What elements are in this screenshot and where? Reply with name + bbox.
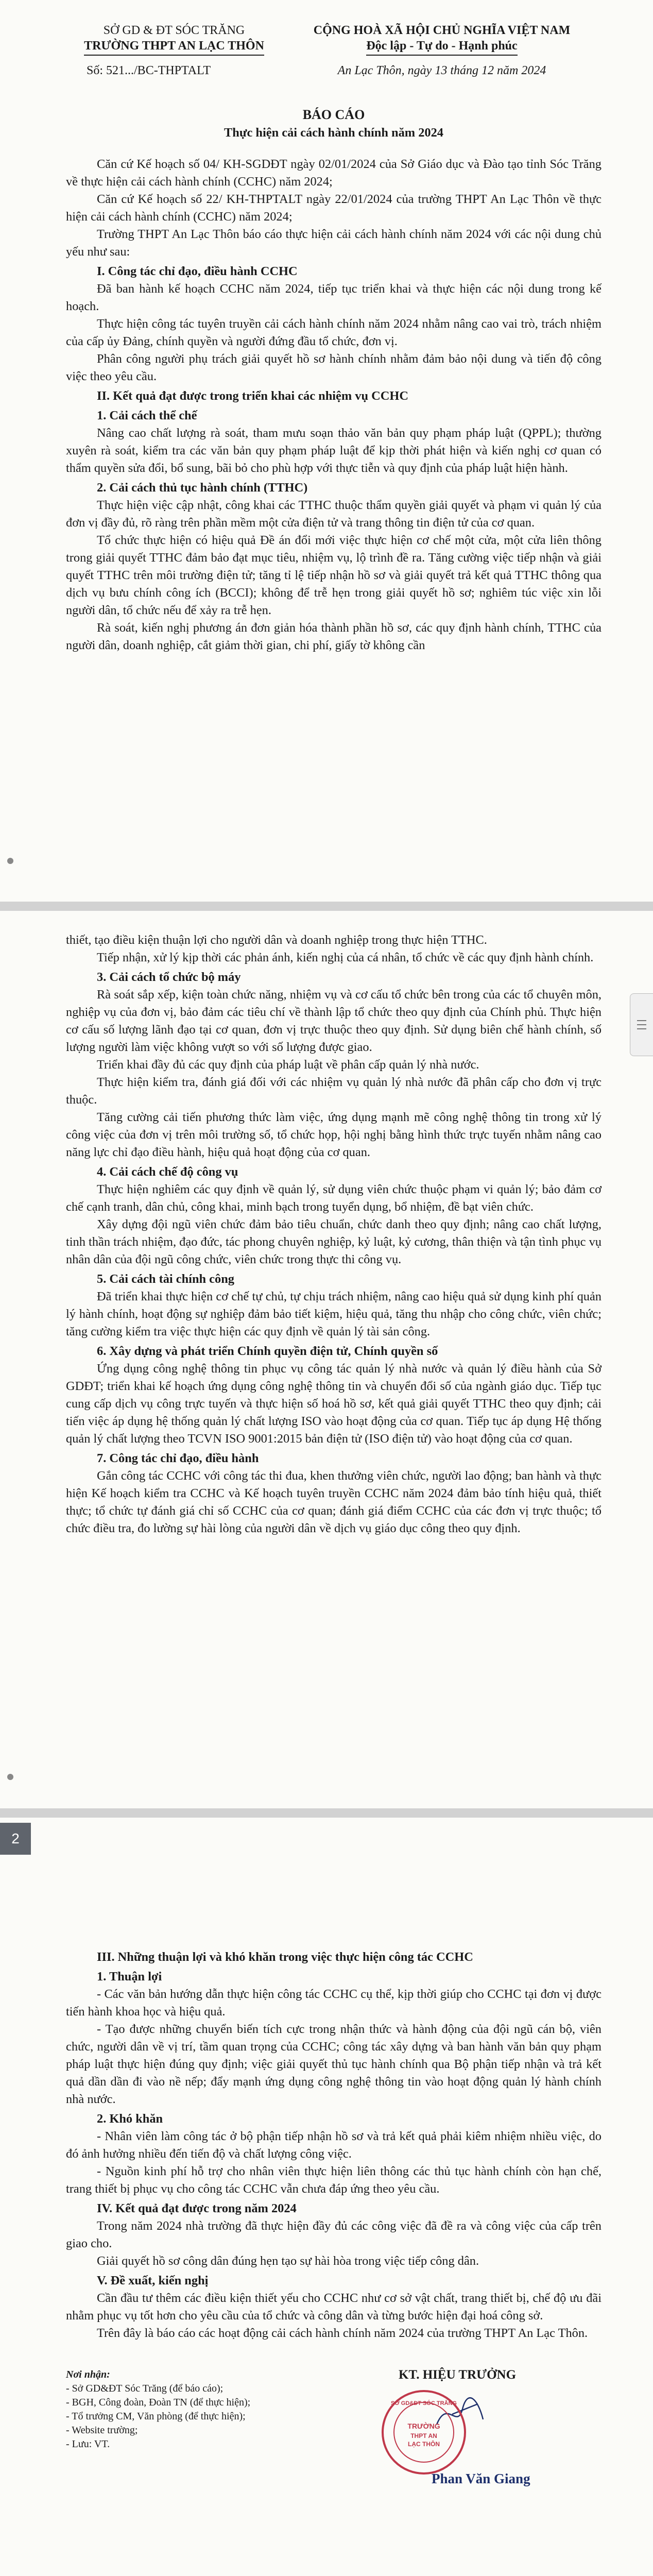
paragraph: Giải quyết hồ sơ công dân đúng hẹn tạo sự hài hòa trong việc tiếp công dân. — [97, 2254, 479, 2268]
school-name: TRƯỜNG THPT AN LẠC THÔN — [84, 38, 264, 56]
svg-text:LẠC THÔN: LẠC THÔN — [408, 2441, 440, 2448]
section-heading: II. Kết quả đạt được trong triển khai các nhiệm vụ CCHC — [97, 389, 408, 403]
paragraph: - Nguồn kinh phí hỗ trợ cho nhân viên thực hiện liên thông các thủ tục hành chính còn hạn chế, trang thiết bị phục vụ cho công tác CCHC vẫn chưa đáp ứng theo yêu cầu. — [66, 2164, 602, 2196]
svg-text:SỞ GD&ĐT SÓC TRĂNG: SỞ GD&ĐT SÓC TRĂNG — [391, 2400, 457, 2406]
paragraph: Ứng dụng công nghệ thông tin phục vụ công tác quản lý nhà nước và quản lý điều hành của Sở GDĐT; triển khai kế hoạch ứng dụng công nghệ thông tin và chuyển đổi số của ngành giáo dục. Tiếp tục cung cấp dịch vụ công trực tuyến và thực hiện số hoá hồ sơ, kết quả giải quyết TTHC theo quy định; cải tiến việc áp dụng hệ thống quản lý chất lượng ISO vào hoạt động của cơ quan. Tiếp tục áp dụng Hệ thống quản lý chất lượng theo TCVN ISO 9001:2015 bản điện tử (ISO điện tử) vào hoạt động của cơ quan. — [66, 1362, 602, 1446]
subsection-heading: 1. Thuận lợi — [97, 1970, 162, 1984]
paragraph: Đã triển khai thực hiện cơ chế tự chủ, tự chịu trách nhiệm, nâng cao hiệu quả sử dụng kinh phí quản lý hành chính, hoạt động sự nghiệp đảm bảo tiết kiệm, hiệu quả, tăng thu nhập cho công chức, viên chức; tăng cường kiểm tra việc thực hiện các quy định về quản lý tài sản công. — [66, 1290, 602, 1338]
recipient-item: - Website trường; — [66, 2425, 138, 2436]
paragraph: Thực hiện nghiêm các quy định về quản lý, sử dụng viên chức thuộc phạm vi quản lý; bảo đảm cơ chế cạnh tranh, dân chủ, công khai, minh bạch trong tuyển dụng, bổ nhiệm, đề bạt viên chức. — [66, 1182, 602, 1214]
scan-mark — [7, 858, 13, 864]
recipient-item: - Tổ trưởng CM, Văn phòng (để thực hiện); — [66, 2411, 246, 2422]
svg-text:THPT AN: THPT AN — [410, 2432, 437, 2439]
national-title: CỘNG HOÀ XÃ HỘI CHỦ NGHĨA VIỆT NAM — [313, 24, 571, 37]
national-motto: Độc lập - Tự do - Hạnh phúc — [366, 38, 517, 56]
paragraph: - Nhân viên làm công tác ở bộ phận tiếp nhận hồ sơ và trả kết quả phải kiêm nhiệm nhiều việc, do đó ảnh hưởng nhiều đến tiến độ và chất lượng công việc. — [66, 2129, 602, 2161]
paragraph: Trên đây là báo cáo các hoạt động cải cách hành chính năm 2024 của trường THPT An Lạc Thôn. — [97, 2326, 588, 2340]
paragraph: Căn cứ Kế hoạch số 04/ KH-SGDĐT ngày 02/01/2024 của Sở Giáo dục và Đào tạo tỉnh Sóc Trăng về thực hiện cải cách hành chính (CCHC) năm 2024; — [66, 157, 602, 189]
paragraph: Căn cứ Kế hoạch số 22/ KH-THPTALT ngày 22/01/2024 của trường THPT An Lạc Thôn về thực hiện cải cách hành chính (CCHC) năm 2024; — [66, 192, 602, 224]
paragraph: Thực hiện công tác tuyên truyền cải cách hành chính năm 2024 nhằm nâng cao vai trò, trách nhiệm của cấp ủy Đảng, chính quyền và người đứng đầu tổ chức, đơn vị. — [66, 317, 602, 348]
recipients-label: Nơi nhận: — [66, 2369, 110, 2380]
paragraph: Nâng cao chất lượng rà soát, tham mưu soạn thảo văn bản quy phạm pháp luật (QPPL); thường xuyên rà soát, kiểm tra các văn bản quy phạm pháp luật để kịp thời phát hiện và kiến nghị cơ quan có thẩm quyền sửa đổi, bổ sung, bãi bỏ cho phù hợp với thực tiễn và quy định của pháp luật hiện hành. — [66, 426, 602, 475]
section-heading: V. Đề xuất, kiến nghị — [97, 2274, 209, 2287]
paragraph: Rà soát sắp xếp, kiện toàn chức năng, nhiệm vụ và cơ cấu tổ chức bên trong của các tổ chuyên môn, nghiệp vụ của đơn vị, bảo đảm các tiêu chí về thành lập tổ chức theo quy định của Chính phủ. Thực hiện cơ cấu số lượng lãnh đạo tại cơ quan, đơn vị trực thuộc theo quy định. Sử dụng biên chế hành chính, số lượng người làm việc không vượt so với số lượng được giao. — [66, 988, 602, 1054]
recipient-item: - Sở GD&ĐT Sóc Trăng (để báo cáo); — [66, 2383, 224, 2394]
recipient-item: - BGH, Công đoàn, Đoàn TN (để thực hiện); — [66, 2397, 251, 2408]
document-title: BÁO CÁO — [302, 107, 365, 122]
scan-mark — [7, 1774, 13, 1780]
school-seal-stamp — [380, 2388, 468, 2476]
scrollbar-handle[interactable] — [630, 993, 653, 1056]
paragraph: Trường THPT An Lạc Thôn báo cáo thực hiện cải cách hành chính năm 2024 với các nội dung chủ yếu như sau: — [66, 227, 602, 259]
document-date: An Lạc Thôn, ngày 13 tháng 12 năm 2024 — [337, 64, 546, 77]
paragraph: Tổ chức thực hiện có hiệu quả Đề án đổi mới việc thực hiện cơ chế một cửa, một cửa liên thông trong giải quyết TTHC đảm bảo đạt mục tiêu, nhiệm vụ, lộ trình đề ra. Tăng cường việc tiếp nhận và giải quyết TTHC trên môi trường điện tử; tăng tỉ lệ tiếp nhận hồ sơ và giải quyết trả kết quả TTHC thông qua dịch vụ bưu chính công ích (BCCI); không để trễ hẹn trong giải quyết hồ sơ; nghiêm túc việc xin lỗi người dân, tổ chức nếu để xảy ra trễ hẹn. — [66, 533, 602, 617]
paragraph: Cần đầu tư thêm các điều kiện thiết yếu cho CCHC như cơ sở vật chất, trang thiết bị, chế độ ưu đãi nhằm phục vụ tốt hơn cho yêu cầu của tổ chức và công dân và từng bước hiện đại hoá công sở. — [66, 2291, 602, 2323]
header-right — [282, 23, 602, 78]
signer-name: Phan Văn Giang — [432, 2471, 530, 2486]
subsection-heading: 4. Cải cách chế độ công vụ — [97, 1165, 238, 1179]
subsection-heading: 2. Cải cách thủ tục hành chính (TTHC) — [97, 481, 308, 495]
page-3-body — [66, 1948, 602, 2342]
document-header — [66, 23, 602, 78]
paragraph: Thực hiện việc cập nhật, công khai các TTHC thuộc thẩm quyền giải quyết và phạm vi quản lý của đơn vị đầy đủ, rõ ràng trên phần mềm một cửa điện tử và trang thông tin điện tử của cơ quan. — [66, 498, 602, 530]
page-2-body — [66, 931, 602, 1537]
signature-area — [66, 2368, 602, 2486]
section-heading: III. Những thuận lợi và khó khăn trong việc thực hiện công tác CCHC — [97, 1950, 473, 1964]
section-heading: IV. Kết quả đạt được trong năm 2024 — [97, 2201, 297, 2215]
subsection-heading: 6. Xây dựng và phát triển Chính quyền điện tử, Chính quyền số — [97, 1344, 438, 1358]
recipients-list — [66, 2368, 282, 2451]
paragraph: - Các văn bản hướng dẫn thực hiện công tác CCHC cụ thể, kịp thời giúp cho CCHC tại đơn vị được tiến hành khoa học và hiệu quả. — [66, 1987, 602, 2019]
paragraph: Tiếp nhận, xử lý kịp thời các phản ánh, kiến nghị của cá nhân, tổ chức về các quy định hành chính. — [97, 951, 594, 964]
department-name: SỞ GD & ĐT SÓC TRĂNG — [103, 24, 245, 37]
section-heading: I. Công tác chỉ đạo, điều hành CCHC — [97, 264, 298, 278]
paragraph: Tăng cường cải tiến phương thức làm việc, ứng dụng mạnh mẽ công nghệ thông tin trong xử lý công việc của đơn vị trên môi trường số, tổ chức họp, hội nghị bằng hình thức trực tuyến nhằm nâng cao năng lực chỉ đạo điều hành, hiệu quả hoạt động của cơ quan. — [66, 1110, 602, 1159]
document-page-3 — [0, 1818, 653, 2576]
document-page-1 — [0, 0, 653, 902]
document-number: Số: 521.../BC-THPTALT — [87, 64, 211, 77]
paragraph: Phân công người phụ trách giải quyết hồ sơ hành chính nhằm đảm bảo nội dung và tiến độ công việc theo yêu cầu. — [66, 352, 602, 383]
paragraph: thiết, tạo điều kiện thuận lợi cho người dân và doanh nghiệp trong thực hiện TTHC. — [66, 933, 487, 947]
page-number-badge: 2 — [0, 1823, 31, 1855]
subsection-heading: 3. Cải cách tổ chức bộ máy — [97, 970, 241, 984]
recipient-item: - Lưu: VT. — [66, 2438, 110, 2450]
signature-block — [313, 2368, 602, 2486]
subsection-heading: 7. Công tác chỉ đạo, điều hành — [97, 1451, 259, 1465]
paragraph: Thực hiện kiểm tra, đánh giá đối với các nhiệm vụ quản lý nhà nước đã phân cấp cho đơn vị trực thuộc. — [66, 1075, 602, 1107]
document-page-2 — [0, 911, 653, 1808]
paragraph: - Tạo được những chuyển biến tích cực trong nhận thức và hành động của đội ngũ cán bộ, viên chức, người dân về vị trí, tầm quan trọng của CCHC; công tác xây dựng và ban hành văn bản quy phạm pháp luật thực hiện đúng quy định; việc giải quyết thủ tục hành chính qua Bộ phận tiếp nhận và trả kết quả dần dần đi vào nề nếp; đẩy mạnh ứng dụng công nghệ thông tin vào hoạt động quản lý hành chính nhà nước. — [66, 2022, 602, 2106]
paragraph: Gắn công tác CCHC với công tác thi đua, khen thưởng viên chức, người lao động; ban hành và thực hiện Kế hoạch kiểm tra CCHC và Kế hoạch tuyên truyền CCHC năm 2024 đảm bảo tính hiệu quả, thiết thực; tổ chức tự đánh giá chỉ số CCHC của cơ quan; đánh giá điểm CCHC của các đơn vị trực thuộc; tổ chức điều tra, đo lường sự hài lòng của người dân về dịch vụ giáo dục công theo quy định. — [66, 1469, 602, 1535]
header-left — [66, 23, 282, 78]
page-1-body — [66, 156, 602, 654]
paragraph: Trong năm 2024 nhà trường đã thực hiện đầy đủ các công việc đã đề ra và công việc của cấp trên giao cho. — [66, 2219, 602, 2250]
signer-title: KT. HIỆU TRƯỞNG — [398, 2368, 517, 2382]
paragraph: Rà soát, kiến nghị phương án đơn giản hóa thành phần hồ sơ, các quy định hành chính, TTHC của người dân, doanh nghiệp, cắt giảm thời gian, chi phí, giấy tờ không cần — [66, 621, 602, 652]
paragraph: Triển khai đầy đủ các quy định của pháp luật về phân cấp quản lý nhà nước. — [97, 1058, 479, 1072]
document-subtitle: Thực hiện cải cách hành chính năm 2024 — [224, 126, 443, 140]
subsection-heading: 1. Cải cách thể chế — [97, 409, 197, 422]
paragraph: Đã ban hành kế hoạch CCHC năm 2024, tiếp tục triển khai và thực hiện các nội dung trong kế hoạch. — [66, 282, 602, 313]
svg-text:TRƯỜNG: TRƯỜNG — [407, 2422, 440, 2430]
subsection-heading: 5. Cải cách tài chính công — [97, 1272, 234, 1286]
subsection-heading: 2. Khó khăn — [97, 2112, 163, 2126]
paragraph: Xây dựng đội ngũ viên chức đảm bảo tiêu chuẩn, chức danh theo quy định; nâng cao chất lượng, tinh thần trách nhiệm, đạo đức, tác phong chuyên nghiệp, kỷ luật, kỷ cương, thân thiện và tận tình phục vụ nhân dân của đội ngũ công chức, viên chức trong thực thi công vụ. — [66, 1217, 602, 1266]
